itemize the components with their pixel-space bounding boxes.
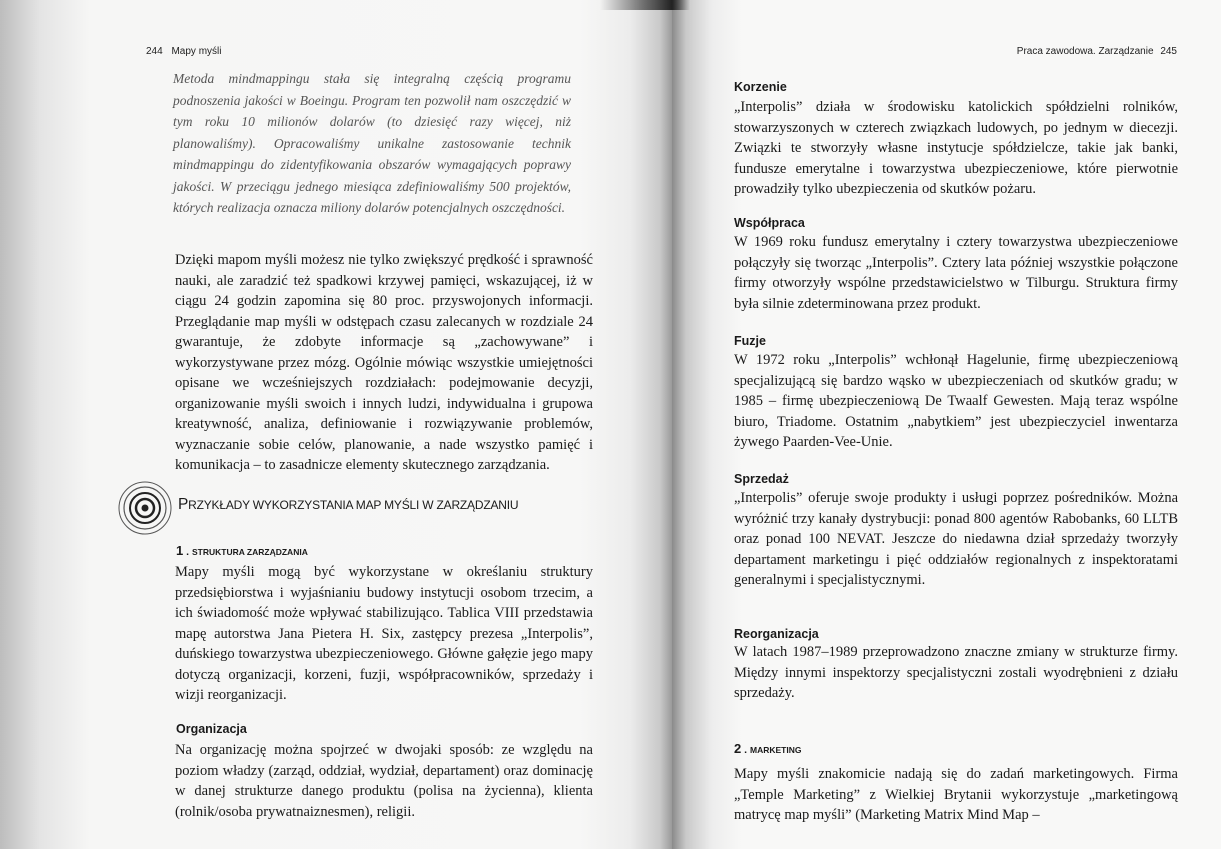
right-running-header: [1017, 46, 1177, 57]
heading-sprzedaz: Sprzedaż: [734, 472, 789, 486]
section-title-initial: P: [178, 496, 189, 513]
section-title: [178, 496, 518, 514]
heading-wspolpraca: Współpraca: [734, 216, 805, 230]
subsection-1-label: STRUKTURA ZARZĄDZANIA: [192, 547, 308, 557]
subsection-1-title: 1 . STRUKTURA ZARZĄDZANIA: [176, 543, 308, 558]
right-page-number: 245: [1160, 46, 1177, 57]
right-running-head: Praca zawodowa. Zarządzanie: [1016, 46, 1154, 57]
left-running-head: Mapy myśli: [171, 46, 222, 57]
subsection-2-label: MARKETING: [750, 745, 802, 755]
paragraph-memory: Dzięki mapom myśli możesz nie tylko zwiększyć prędkość i sprawność nauki, ale zaradzić też spadkowi krzywej pamięci, wskazującej, iż w ciągu 24 godzin zapomina się 80 proc. przyswojonych informacji. Przeglądanie map myśli w odstępach czasu zalecanych w rozdziale 24 gwarantuje, że zdobyte informacje są „zachowywane” i wykorzystywane przez mózg. Ogólnie mówiąc wszystkie umiejętności opisane we wcześniejszych rozdziałach: podejmowanie decyzji, organizowanie myśli swoich i innych ludzi, indywidualna i grupowa kreatywność, analiza, definiowanie i rozwiązywanie problemów, wyznaczanie sobie celów, planowanie, a nade wszystko pamięć i komunikacja – to zasadnicze elementy skutecznego zarządzania.: [175, 252, 593, 473]
heading-fuzje: Fuzje: [734, 334, 766, 348]
text-marketing: Mapy myśli znakomicie nadają się do zadań marketingowych. Firma „Temple Marketing” z Wielkiej Brytanii wykorzystuje „marketingową matrycę map myśli” (Marketing Matrix Mind Map –: [734, 766, 1178, 823]
gutter-shadow: [600, 0, 690, 10]
left-page-number: 244: [146, 46, 163, 57]
paragraph-organizacja: Na organizację można spojrzeć w dwojaki sposób: ze względu na poziom władzy (zarząd, oddział, wydział, departament) oraz dominację w danej strukturze danego produktu (polisa na życienna), klienta (rolnik/osoba prywatnaiznesmen), religii.: [175, 742, 593, 820]
mind-map-section-icon: [117, 480, 173, 536]
subsection-1-number: 1: [176, 543, 184, 558]
subsection-2-title: 2 . MARKETING: [734, 741, 802, 756]
text-reorganizacja: W latach 1987–1989 przeprowadzono znaczne zmiany w strukturze firmy. Między innymi inspektorzy specjalistyczni zostali wyodrębnieni z działu sprzedaży.: [734, 644, 1178, 701]
heading-korzenie: Korzenie: [734, 80, 787, 94]
text-korzenie: „Interpolis” działa w środowisku katolickich spółdzielni rolników, stowarzyszonych w czterech związkach ludowych, po jednym w diecezji. Związki te stworzyły własne instytucje spółdzielcze, takie jak banki, fundusze emerytalne i towarzystwa ubezpieczeniowe, które pierwotnie prowadziły tylko ubezpieczenia od skutków pożaru.: [734, 99, 1178, 197]
subsection-2-number: 2: [734, 741, 742, 756]
heading-reorganizacja: Reorganizacja: [734, 627, 819, 641]
text-sprzedaz: „Interpolis” oferuje swoje produkty i usługi poprzez pośredników. Można wyróżnić trzy kanały dystrybucji: ponad 800 agentów Rabobanks, 60 LLTB oraz ponad 100 NEVAT. Jeszcze do niedawna dział sprzedaży tworzyły departament marketingu i pięć oddziałów regionalnych z inspektoratami generalnymi i specjalistycznymi.: [734, 490, 1178, 588]
heading-organizacja: Organizacja: [176, 722, 247, 736]
text-wspolpraca: W 1969 roku fundusz emerytalny i cztery towarzystwa ubezpieczeniowe połączyły się tworząc „Interpolis”. Cztery lata później wszystkie połączone firmy otworzyły wspólne przedstawicielstwo w Tilburgu. Struktura firmy była silnie zdeterminowana przez produkt.: [734, 234, 1178, 312]
paragraph-structure: Mapy myśli mogą być wykorzystane w określaniu struktury przedsiębiorstwa i wyjaśnianiu budowy instytucji osobom trzecim, a ich świadomość może wpływać stabilizująco. Tablica VIII przedstawia mapę autorstwa Jana Pietera H. Six, zastępcy prezesa „Interpolis”, duńskiego towarzystwa ubezpieczeniowego. Główne gałęzie jego mapy dotyczą organizacji, korzeni, fuzji, współpracowników, sprzedaży i wizji reorganizacji.: [175, 564, 593, 703]
text-fuzje: W 1972 roku „Interpolis” wchłonął Hagelunie, firmę ubezpieczeniową specjalizującą się bardzo wąsko w ubezpieczeniach od skutków gradu; w 1985 – firmę ubezpieczeniową De Twaalf Gewesten. Mają teraz wspólne biuro, Triadome. Ostatnim „nabytkiem” jest ubezpieczyciel inwentarza żywego Paarden-Vee-Unie.: [734, 352, 1178, 450]
section-title-rest: RZYKŁADY WYKORZYSTANIA MAP MYŚLI W ZARZĄDZANIU: [188, 498, 519, 512]
left-running-header: [146, 46, 221, 57]
boeing-quote: Metoda mindmappingu stała się integralną częścią programu podnoszenia jakości w Boeingu. Program ten pozwolił nam oszczędzić w tym roku 10 milionów dolarów (to dziesięć razy więcej, niż planowaliśmy). Opracowaliśmy unikalne zastosowanie technik mindmappingu do zidentyfikowania obszarów wymagających poprawy jakości. W przeciągu jednego miesiąca zdefiniowaliśmy 500 projektów, których realizacja oznacza miliony dolarów potencjalnych oszczędności.: [173, 71, 571, 215]
